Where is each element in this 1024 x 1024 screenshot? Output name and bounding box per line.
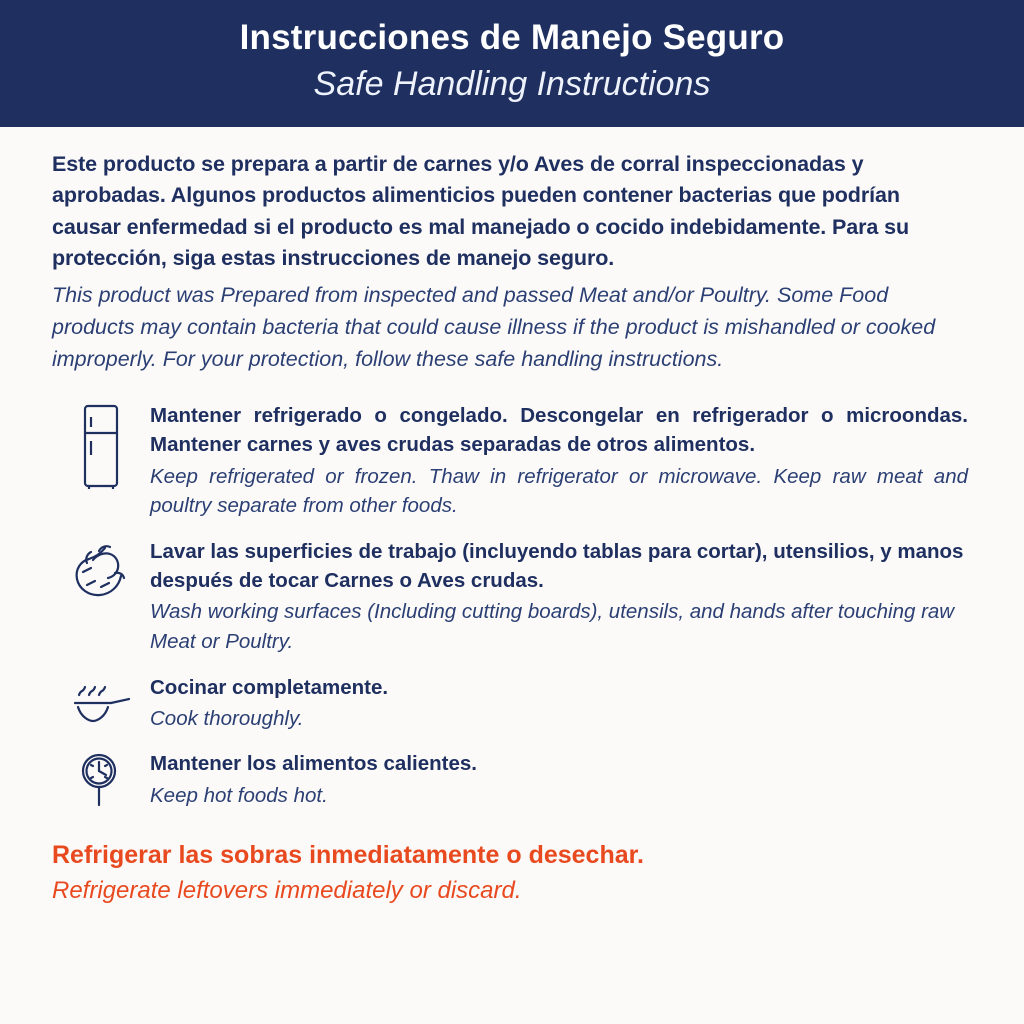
list-item [52,537,972,657]
step-label-english: Cook thoroughly. [150,706,304,730]
header-title-spanish: Instrucciones de Manejo Seguro [239,18,785,57]
footer-warning-english: Refrigerate leftovers immediately or discard. [52,876,522,904]
footer-warning-spanish: Refrigerar las sobras inmediatamente o desechar. [52,841,644,870]
step-label-spanish: Mantener los alimentos calientes. [150,752,477,776]
intro-paragraph-spanish: Este producto se prepara a partir de carnes y/o Aves de corral inspeccionadas y aprobadas. Algunos productos alimenticios pueden contener bacterias que podrían causar enfermedad si el producto es mal manejado o cocido indebidamente. Para su protección, siga estas instrucciones de manejo seguro. [52,152,910,271]
instruction-steps-list [52,401,972,810]
step-label-english: Wash working surfaces (Including cutting boards), utensils, and hands after touching raw Meat or Poultry. [150,600,955,653]
step-label-spanish: Lavar las superficies de trabajo (incluyendo tablas para cortar), utensilios, y manos después de tocar Carnes o Aves crudas. [150,539,964,593]
label-body [0,127,1024,810]
thermometer-icon [52,749,150,809]
label-header [0,0,1024,127]
footer-warning [0,826,1024,905]
step-label-spanish: Mantener refrigerado o congelado. Descongelar en refrigerador o microondas. Mantener carnes y aves crudas separadas de otros alimentos. [150,404,968,457]
washing-hands-icon [52,537,150,601]
step-text [150,749,972,810]
list-item [52,749,972,810]
intro-paragraph-english: This product was Prepared from inspected and passed Meat and/or Poultry. Some Food products may contain bacteria that could cause illness if the product is mishandled or cooked improperly. For your protection, follow these safe handling instructions. [52,282,936,372]
cooking-pan-icon [52,673,150,727]
step-label-english: Keep hot foods hot. [150,783,328,807]
refrigerator-icon [52,401,150,489]
step-text [150,673,972,734]
list-item [52,673,972,734]
step-text [150,537,972,657]
step-text [150,401,972,521]
step-label-spanish: Cocinar completamente. [150,675,389,699]
list-item [52,401,972,521]
header-title-english: Safe Handling Instructions [313,65,711,104]
step-label-english: Keep refrigerated or frozen. Thaw in refrigerator or microwave. Keep raw meat and poultry separate from other foods. [150,464,968,518]
